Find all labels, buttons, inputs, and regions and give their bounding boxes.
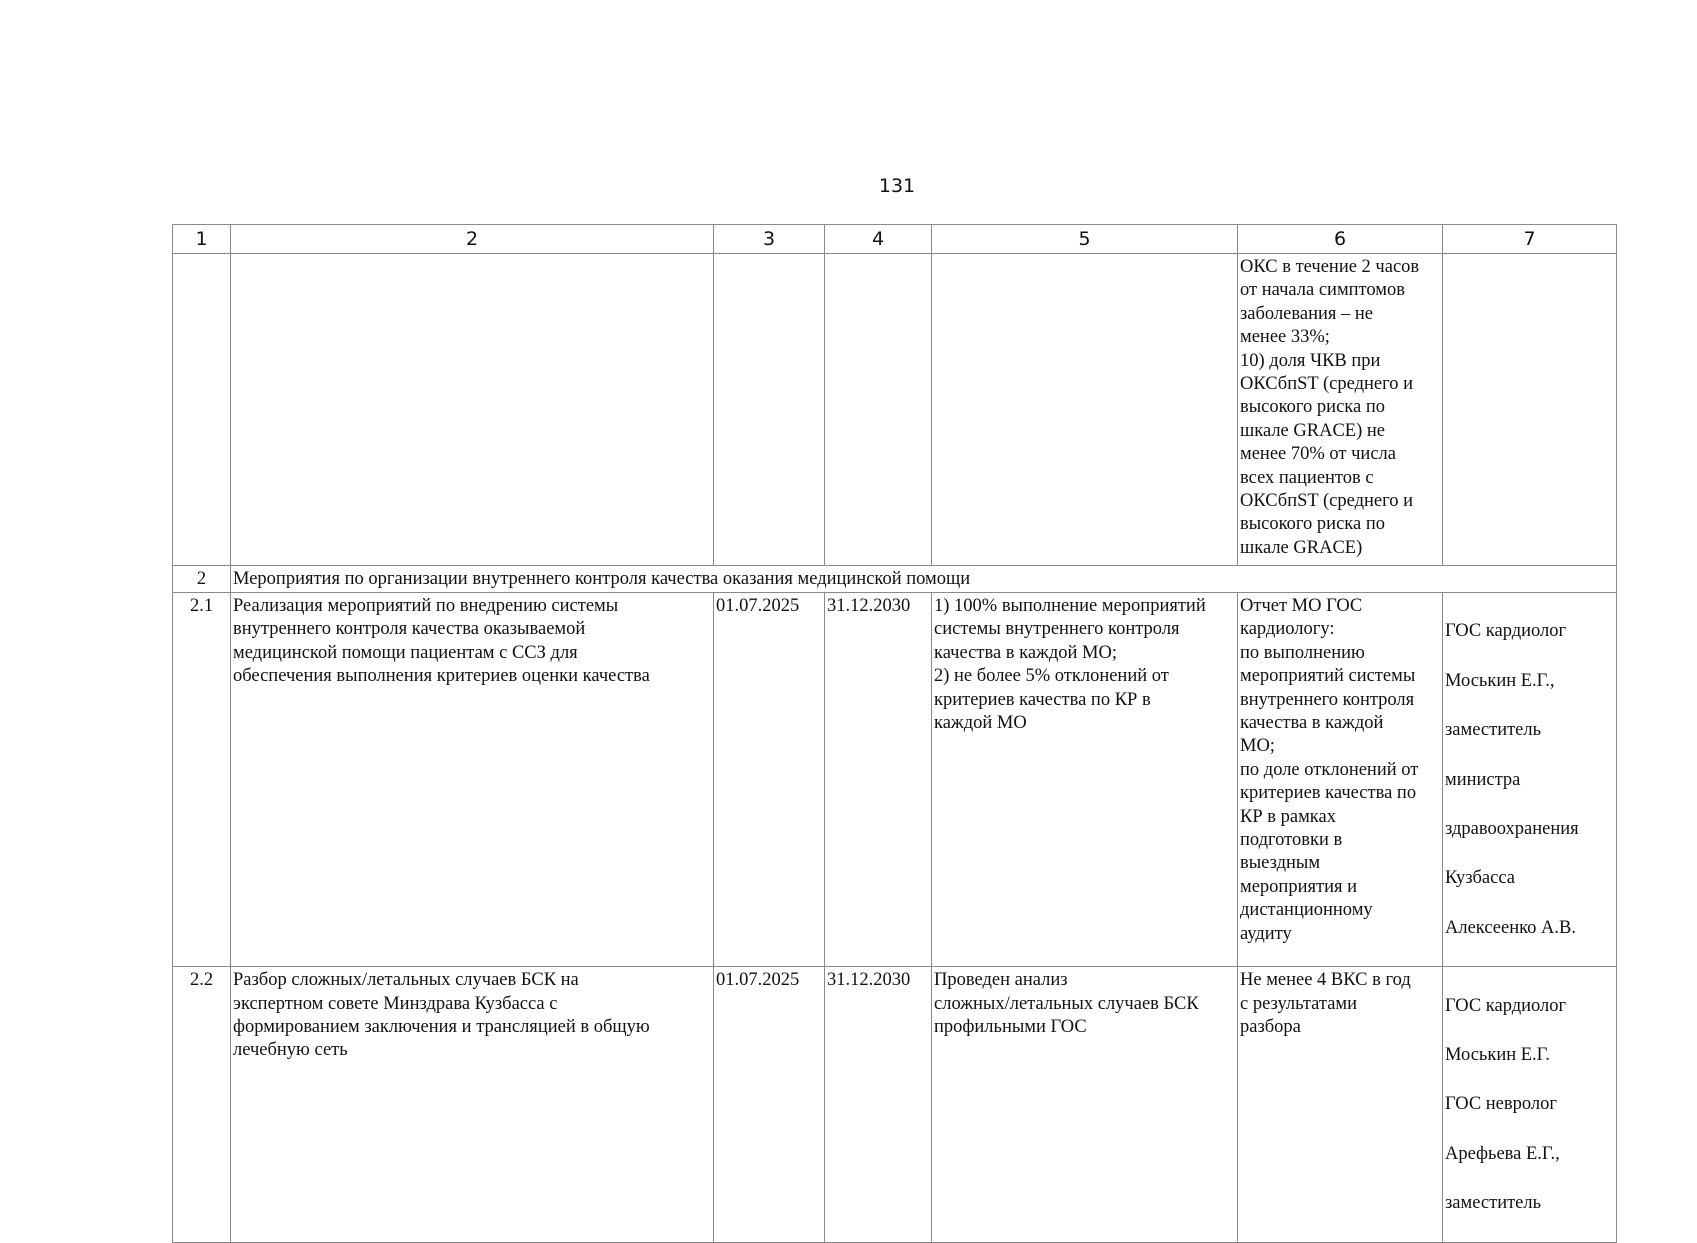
responsible-line: ГОС кардиолог [1445, 621, 1567, 642]
table-row [173, 593, 1617, 967]
header-row [173, 225, 1617, 254]
result-cell [932, 254, 1238, 566]
end-date-cell [825, 254, 932, 566]
indicator-cell: Не менее 4 ВКС в год с результатами разбора [1238, 967, 1443, 1242]
plan-table [172, 224, 1617, 1243]
column-header: 5 [932, 225, 1238, 254]
responsible-line: Алексеенко А.В. [1445, 917, 1576, 938]
section-row [173, 566, 1617, 593]
indicator-cell: ОКС в течение 2 часов от начала симптомов заболевания – не менее 33%; 10) доля ЧКВ при ОКСбпST (среднего и высокого риска по шкале GRACE) не менее 70% от числа всех пациентов с ОКСбпST (среднего и высокого риска по шкале GRACE) [1238, 254, 1443, 566]
column-header: 3 [714, 225, 825, 254]
column-header: 7 [1443, 225, 1617, 254]
start-date-cell: 01.07.2025 [714, 593, 825, 967]
table-row [173, 254, 1617, 566]
section-title-cell: Мероприятия по организации внутреннего контроля качества оказания медицинской помощи [231, 566, 1617, 593]
responsible-cell [1443, 254, 1617, 566]
responsible-line: ГОС кардиолог [1445, 995, 1567, 1016]
responsible-line: ГОС невролог [1445, 1094, 1557, 1115]
activity-cell: Разбор сложных/летальных случаев БСК на экспертном совете Минздрава Кузбасса с формированием заключения и трансляцией в общую лечебную сеть [231, 967, 714, 1242]
responsible-line: Кузбасса [1445, 868, 1515, 889]
table-row [173, 967, 1617, 1242]
column-header: 2 [231, 225, 714, 254]
column-header: 4 [825, 225, 932, 254]
activity-cell: Реализация мероприятий по внедрению системы внутреннего контроля качества оказываемой медицинской помощи пациентам с ССЗ для обеспечения выполнения критериев оценки качества [231, 593, 714, 967]
responsible-line: заместитель [1445, 720, 1542, 741]
row-number-cell [173, 254, 231, 566]
responsible-line: заместитель [1445, 1193, 1542, 1214]
responsible-line: Моськин Е.Г., [1445, 670, 1555, 691]
page-number: 131 [878, 175, 916, 197]
end-date-cell: 31.12.2030 [825, 967, 932, 1242]
indicator-cell: Отчет МО ГОС кардиологу: по выполнению мероприятий системы внутреннего контроля качества в каждой МО; по доле отклонений от критериев качества по КР в рамках подготовки в выездным мероприятия и дистанционному аудиту [1238, 593, 1443, 967]
start-date-cell [714, 254, 825, 566]
responsible-line: Арефьева Е.Г., [1445, 1143, 1560, 1164]
responsible-line: министра [1445, 769, 1521, 790]
section-number-cell: 2 [173, 566, 231, 593]
responsible-cell [1443, 593, 1617, 967]
responsible-line: здравоохранения [1445, 819, 1579, 840]
activity-cell [231, 254, 714, 566]
column-header: 6 [1238, 225, 1443, 254]
end-date-cell: 31.12.2030 [825, 593, 932, 967]
row-number-cell: 2.1 [173, 593, 231, 967]
responsible-cell [1443, 967, 1617, 1242]
responsible-line: Моськин Е.Г. [1445, 1045, 1550, 1066]
column-header: 1 [173, 225, 231, 254]
row-number-cell: 2.2 [173, 967, 231, 1242]
result-cell: 1) 100% выполнение мероприятий системы внутреннего контроля качества в каждой МО; 2) не более 5% отклонений от критериев качества по КР в каждой МО [932, 593, 1238, 967]
start-date-cell: 01.07.2025 [714, 967, 825, 1242]
result-cell: Проведен анализ сложных/летальных случаев БСК профильными ГОС [932, 967, 1238, 1242]
